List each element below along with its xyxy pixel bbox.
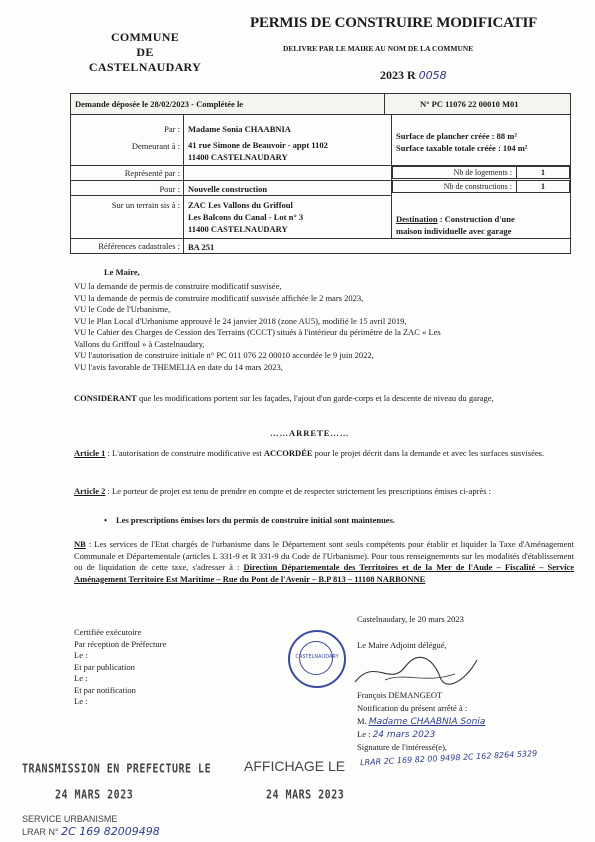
vu-item: VU la demande de permis de construire modificatif susvisée affichée le 2 mars 2023, <box>74 292 364 303</box>
certifie-executoire: Certifiée exécutoire <box>74 627 142 637</box>
commune-header <box>70 30 220 75</box>
article-1-label: Article 1 <box>74 448 106 458</box>
applicant-name: Madame Sonia CHAABNIA <box>188 124 291 134</box>
permit-number: N° PC 11076 22 00010 M01 <box>420 99 519 109</box>
transmission-date: 24 MARS 2023 <box>55 788 134 803</box>
par-publication: Et par publication <box>74 661 135 672</box>
vu-item: Vallons du Griffoul » à Castelnaudary, <box>74 338 205 349</box>
row-divider <box>71 238 570 239</box>
label-represente: Représenté par : <box>124 168 180 178</box>
destination-text-2: maison individuelle avec garage <box>396 226 512 236</box>
vu-list <box>74 281 574 373</box>
commune-line-2: DE <box>136 45 154 59</box>
article-2-label: Article 2 <box>74 486 106 496</box>
cadastral-reference: BA 251 <box>188 242 215 252</box>
nb-note <box>74 539 574 585</box>
considerant-label: CONSIDERANT <box>74 393 137 403</box>
nb-label: NB <box>74 539 86 549</box>
service-urbanisme: SERVICE URBANISME <box>22 814 118 824</box>
transmission-stamp: TRANSMISSION EN PREFECTURE LE <box>22 762 212 777</box>
nb-logements-label: Nb de logements : <box>392 166 517 179</box>
signature-interesse: Signature de l'intéressé(e), <box>357 742 448 752</box>
le-maire: Le Maire, <box>104 267 140 277</box>
vu-item: VU l'autorisation de construire initiale n° PC 011 076 22 00010 accordée le 9 juin 2022, <box>74 350 374 360</box>
commune-line-3: CASTELNAUDARY <box>88 60 202 74</box>
lrar-handwritten-right: LRAR 2C 169 82 00 9498 2C 162 8264 5329 <box>359 748 538 768</box>
place-date: Castelnaudary, le 20 mars 2023 <box>357 614 464 624</box>
affichage-stamp: AFFICHAGE LE <box>244 758 346 774</box>
considerant-text: que les modifications portent sur les façades, l'ajout d'un garde-corps et la descente de niveau du garage, <box>136 393 494 403</box>
terrain-line-3: 11400 CASTELNAUDARY <box>188 224 288 234</box>
stamp-text: CASTELNAUDARY <box>295 654 339 660</box>
vu-item: VU l'avis favorable de THEMELIA en date du 14 mars 2023, <box>74 361 283 372</box>
row-divider <box>71 195 391 196</box>
destination-text-1: : Construction d'une <box>437 214 515 224</box>
notification-label: Notification du présent arrêté à : <box>357 703 468 713</box>
applicant-address-1: 41 rue Simone de Beauvoir - appt 1102 <box>188 140 328 150</box>
article-1-post: pour le projet décrit dans la demande et avec les surfaces susvisées. <box>312 448 545 458</box>
label-references: Références cadastrales : <box>98 241 180 251</box>
signatory-name: François DEMANGEOT <box>357 690 443 700</box>
bullet-marker: • <box>104 515 107 525</box>
document-title: PERMIS DE CONSTRUIRE MODIFICATIF <box>250 15 538 31</box>
vu-item: VU la demande de permis de construire modificatif susvisée, <box>74 281 282 291</box>
reference-handwritten: 0058 <box>418 69 447 82</box>
notification-date-handwritten: 24 mars 2023 <box>372 730 436 740</box>
prescription-item: Les prescriptions émises lors du permis de construire initial sont maintenues. <box>116 515 396 525</box>
reference-printed: 2023 R <box>380 68 416 82</box>
vu-item: VU le Cahier des Charges de Cession des Terrains (CCCT) situés à l'intérieur du périmètre de la ZAC « Les <box>74 327 441 337</box>
le-2: Le : <box>74 673 88 683</box>
surface-taxable: Surface taxable totale créée : 104 m² <box>396 143 528 153</box>
lrar-label: LRAR N° <box>22 827 59 837</box>
lrar-handwritten: 2C 169 82009498 <box>61 825 160 838</box>
table-header-separator <box>384 94 385 114</box>
lrar-footer <box>22 825 160 838</box>
label-pour: Pour : <box>159 184 180 194</box>
destination <box>396 213 515 225</box>
label-par: Par : <box>164 124 180 134</box>
destination-label: Destination <box>396 214 438 224</box>
considerant <box>74 393 574 405</box>
notification-recipient <box>357 716 485 729</box>
vu-item: VU le Plan Local d'Urbanisme approuvé le 24 janvier 2018 (zone AU5), modifié le 15 avril 2019, <box>74 315 407 326</box>
nb-constructions-value: 1 <box>516 180 570 193</box>
article-1-accorde: ACCORDÉE <box>263 448 313 458</box>
nb-logements-value: 1 <box>516 166 570 179</box>
reception-prefecture: Par réception de Préfecture <box>74 638 167 649</box>
affichage-date: 24 MARS 2023 <box>266 788 345 803</box>
applicant-address-2: 11400 CASTELNAUDARY <box>188 152 288 162</box>
vu-item: VU le Code de l'Urbanisme, <box>74 304 171 314</box>
nb-address: Direction Départementale des Territoires et de la Mer de l'Aude – Fiscalité – Service Aménagement Territoire Est Maritime – Rue du Pont de l'Avenir – B.P 813 – 11108 NARBONNE <box>74 562 574 584</box>
commune-line-1: COMMUNE <box>110 30 180 44</box>
nb-text: : Les services de l'Etat chargés de l'urbanisme dans le Département sont seuls compétents pour établir et liquider la Taxe d'Aménagement Communale et Départementale (articles L 331-9 et R 331-9 du Code de l'Urbanisme). Pour tous renseignements sur les modalités d'établissement ou de liquidation de cette taxe, s'adresser à : <box>74 539 574 572</box>
surface-plancher: Surface de plancher créée : 88 m² <box>396 131 517 141</box>
le-3: Le : <box>74 696 88 706</box>
project-type: Nouvelle construction <box>188 184 268 194</box>
demande-date: Demande déposée le 28/02/2023 - Complétée le <box>75 99 244 109</box>
notification-le: Le : <box>357 729 371 739</box>
certification-block <box>74 627 166 708</box>
handwritten-signature <box>345 652 485 692</box>
article-2-text: : Le porteur de projet est tenu de prendre en compte et de respecter strictement les prescriptions émises ci-après : <box>105 486 492 496</box>
terrain-line-2: Les Balcons du Canal - Lot n° 3 <box>188 212 304 222</box>
article-1-pre: : L'autorisation de construire modificative est <box>105 448 264 458</box>
signatory-role: Le Maire Adjoint délégué, <box>357 640 447 650</box>
article-1 <box>74 448 574 460</box>
terrain-line-1: ZAC Les Vallons du Griffoul <box>188 200 293 210</box>
document-subtitle: DELIVRE PAR LE MAIRE AU NOM DE LA COMMUNE <box>283 44 474 53</box>
par-notification: Et par notification <box>74 684 136 695</box>
notification-name-handwritten: Madame CHAABNIA Sonia <box>368 717 486 727</box>
le-1: Le : <box>74 650 88 660</box>
label-terrain: Sur un terrain sis à : <box>111 200 180 210</box>
official-stamp <box>288 630 346 688</box>
notification-m: M. <box>357 716 367 726</box>
reference-number <box>380 68 447 83</box>
arrete-heading: ……ARRETE…… <box>270 428 350 438</box>
label-demeurant: Demeurant à : <box>131 141 180 151</box>
nb-constructions-label: Nb de constructions : <box>392 180 517 193</box>
article-2 <box>74 486 574 498</box>
notification-date <box>357 729 435 742</box>
row-divider <box>71 180 391 181</box>
